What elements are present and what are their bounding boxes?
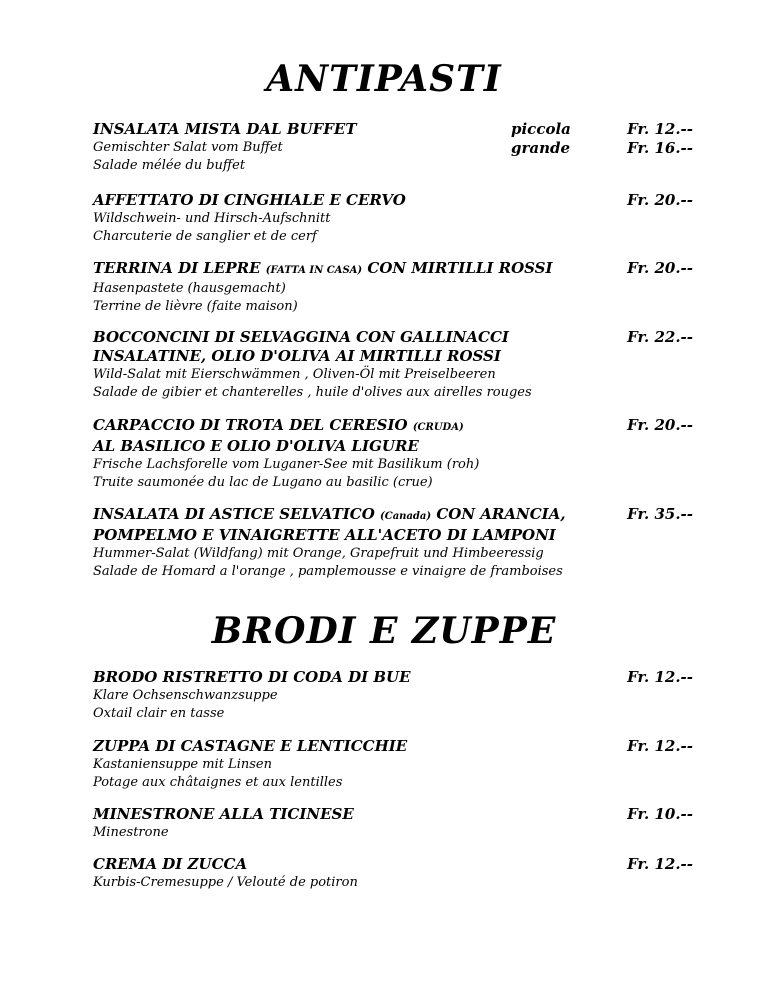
menu-item-castagne (93, 737, 703, 792)
size-large-label: grande (511, 139, 571, 157)
item-name-line2: POMPELMO E VINAIGRETTE ALL'ACETO DI LAMPONI (93, 526, 556, 544)
menu-item-bocconcini (93, 328, 703, 402)
item-name-note: (FATTA IN CASA) (265, 265, 363, 276)
item-price: Fr. 12.-- (627, 668, 693, 686)
menu-item-minestrone (93, 805, 703, 842)
item-name-line2: AL BASILICO E OLIO D'OLIVA LIGURE (93, 437, 419, 455)
item-desc-fr: Potage aux châtaignes et aux lentilles (93, 775, 343, 790)
item-desc-fr: Oxtail clair en tasse (93, 706, 225, 721)
item-desc-de: Minestrone (93, 825, 169, 840)
item-desc-de: Wild-Salat mit Eierschwämmen , Oliven-Öl mit Preiselbeeren (93, 367, 496, 382)
item-desc-de: Wildschwein- und Hirsch-Aufschnitt (93, 211, 331, 226)
item-desc-de: Kastaniensuppe mit Linsen (93, 757, 272, 772)
item-desc-fr: Terrine de lièvre (faite maison) (93, 299, 298, 314)
item-price: Fr. 22.-- (627, 328, 693, 346)
item-desc-de: Gemischter Salat vom Buffet (93, 140, 283, 155)
item-price-small: Fr. 12.-- (627, 120, 693, 138)
item-desc-de: Hummer-Salat (Wildfang) mit Orange, Grapefruit und Himbeeressig (93, 546, 544, 561)
item-name-note: (Canada) (380, 511, 432, 522)
menu-item-astice (93, 505, 703, 581)
zuppe-title: BRODI E ZUPPE (211, 610, 557, 652)
item-name: BRODO RISTRETTO DI CODA DI BUE (93, 668, 411, 686)
item-name: TERRINA DI LEPRE (FATTA IN CASA) CON MIRTILLI ROSSI (93, 259, 553, 277)
menu-item-terrina (93, 259, 703, 316)
item-name: BOCCONCINI DI SELVAGGINA CON GALLINACCI (93, 328, 509, 346)
item-name: INSALATA MISTA DAL BUFFET (93, 120, 357, 138)
item-price: Fr. 20.-- (627, 259, 693, 277)
item-desc-de: Kurbis-Cremesuppe / Velouté de potiron (93, 875, 358, 890)
item-price-large: Fr. 16.-- (627, 139, 693, 157)
item-name-note: (CRUDA) (412, 422, 464, 433)
item-price: Fr. 35.-- (627, 505, 693, 523)
item-desc-de: Frische Lachsforelle vom Luganer-See mit Basilikum (roh) (93, 457, 480, 472)
item-desc-fr: Salade de Homard a l'orange , pamplemousse e vinaigre de framboises (93, 564, 563, 579)
item-price: Fr. 10.-- (627, 805, 693, 823)
antipasti-title: ANTIPASTI (266, 58, 502, 100)
item-name: AFFETTATO DI CINGHIALE E CERVO (93, 191, 406, 209)
menu-item-carpaccio (93, 416, 703, 492)
item-name: ZUPPA DI CASTAGNE E LENTICCHIE (93, 737, 408, 755)
menu-item-insalata-mista (93, 120, 703, 175)
size-small-label: piccola (511, 120, 571, 138)
item-price: Fr. 12.-- (627, 855, 693, 873)
item-desc-fr: Salade de gibier et chanterelles , huile d'olives aux airelles rouges (93, 385, 532, 400)
menu-item-brodo (93, 668, 703, 723)
item-desc-fr: Truite saumonée du lac de Lugano au basilic (crue) (93, 475, 433, 490)
item-desc-de: Klare Ochsenschwanzsuppe (93, 688, 278, 703)
item-desc-fr: Charcuterie de sanglier et de cerf (93, 229, 317, 244)
item-name-line2: INSALATINE, OLIO D'OLIVA AI MIRTILLI ROSSI (93, 347, 501, 365)
item-name: CREMA DI ZUCCA (93, 855, 248, 873)
item-name: CARPACCIO DI TROTA DEL CERESIO (CRUDA) (93, 416, 464, 434)
item-price: Fr. 12.-- (627, 737, 693, 755)
menu-item-crema-zucca (93, 855, 703, 892)
item-price: Fr. 20.-- (627, 416, 693, 434)
item-price: Fr. 20.-- (627, 191, 693, 209)
item-name: INSALATA DI ASTICE SELVATICO (Canada) CON ARANCIA, (93, 505, 566, 523)
item-desc-de: Hasenpastete (hausgemacht) (93, 281, 286, 296)
item-desc-fr: Salade mélée du buffet (93, 158, 246, 173)
item-name: MINESTRONE ALLA TICINESE (93, 805, 354, 823)
menu-item-affettato (93, 191, 703, 246)
